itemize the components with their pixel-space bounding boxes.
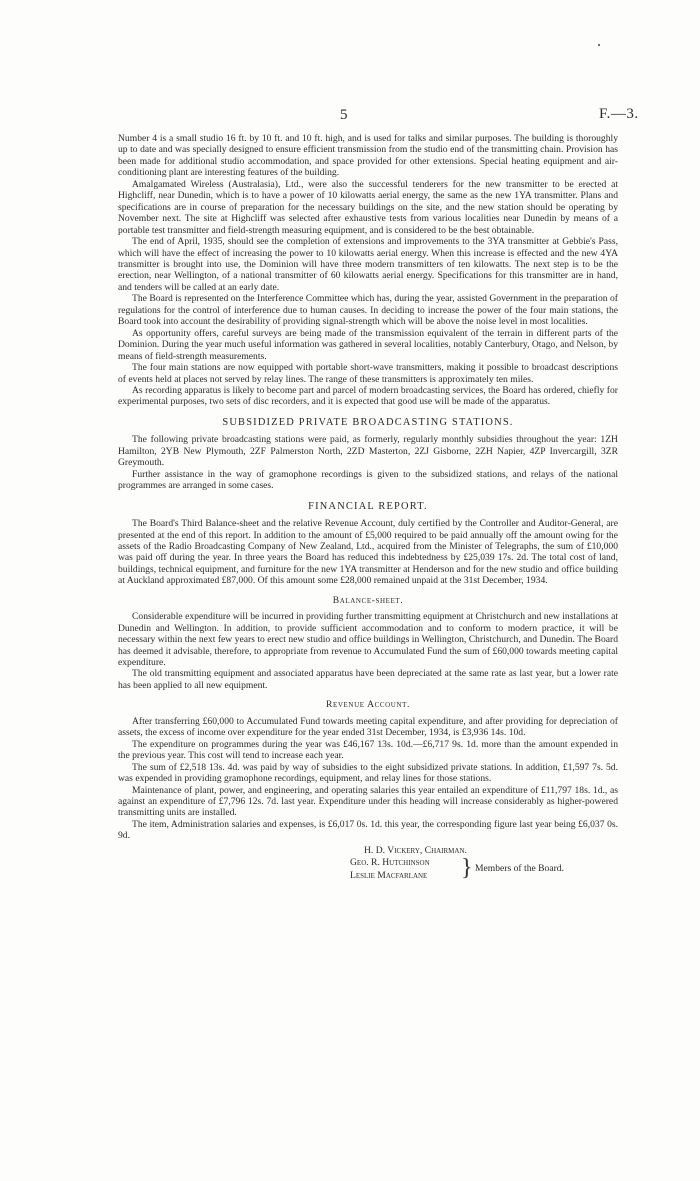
page-number: 5 <box>340 107 348 123</box>
signature-member: Geo. R. Hutchinson <box>350 856 430 868</box>
paragraph: The four main stations are now equipped with portable short-wave transmitters, making it possible to broadcast descriptions of events held at places not served by relay lines. The range of these transmitters is approximately ten miles. <box>118 362 618 385</box>
subheading-revenue-account: Revenue Account. <box>326 699 410 711</box>
paragraph: After transferring £60,000 to Accumulated Fund towards meeting capital expenditure, and after providing for depreciation of assets, the excess of income over expenditure for the year ended 31st December, 1934, is £3,936 14s. 10d. <box>118 715 618 739</box>
paragraph: As recording apparatus is likely to become part and parcel of modern broadcasting services, the Board has ordered, chiefly for experimental purposes, two sets of disc recorders, and it is expected that good use will be made of the apparatus. <box>118 384 618 408</box>
paragraph: The Board is represented on the Interference Committee which has, during the year, assisted Government in the preparation of regulations for the control of interference due to human causes. In deciding to increase the power of the four main stations, the Board took into account the desirability of providing signal-strength which will be above the noise level in most localities. <box>118 293 618 328</box>
signature-chairman: H. D. Vickery, Chairman. <box>364 844 467 856</box>
members-label: Members of the Board. <box>475 862 564 874</box>
report-body <box>118 133 618 891</box>
paragraph: Further assistance in the way of gramophone recordings is given to the subsidized stations, and relays of the national programmes are arranged in some cases. <box>118 468 618 492</box>
paragraph: The end of April, 1935, should see the completion of extensions and improvements to the 3YA transmitter at Gebbie's Pass, which will have the effect of increasing the power to 10 kilowatts aerial energy. When this increase is effected and the new 4YA transmitter is brought into use, the Dominion will have three modern transmitters of ten kilowatts. The next step is to be the erection, near Wellington, of a national transmitter of 60 kilowatts aerial energy. Specifications for this transmitter are in hand, and tenders will be called at an early date. <box>118 236 618 293</box>
paragraph: The sum of £2,518 13s. 4d. was paid by way of subsidies to the eight subsidized private stations. In addition, £1,597 7s. 5d. was expended in providing gramophone recordings, equipment, and relay lines for those stations. <box>118 761 618 785</box>
paragraph: Considerable expenditure will be incurred in providing further transmitting equipment at Christchurch and new installations at Dunedin and Wellington. In addition, to provide sufficient accommodation and to conform to modern practice, it will be necessary within the next few years to erect new studio and office buildings in Wellington, Christchurch, and Dunedin. The Board has deemed it advisable, therefore, to appropriate from revenue to Accumulated Fund the sum of £60,000 towards meeting capital expenditure. <box>118 611 618 669</box>
paragraph: The Board's Third Balance-sheet and the relative Revenue Account, duly certified by the Controller and Auditor-General, are presented at the end of this report. In addition to the amount of £5,000 required to be paid annually off the amount owing for the assets of the Radio Broadcasting Company of New Zealand, Ltd., acquired from the Minister of Telegraphs, the sum of £10,000 was paid off during the year. In three years the Board has reduced this indebtedness by £25,039 17s. 2d. The total cost of land, buildings, technical equipment, and furniture for the new 1YA transmitter at Henderson and for the new studio and office building at Auckland approximated £87,000. Of this amount some £28,000 remained unpaid at the 31st December, 1934. <box>118 518 618 587</box>
subheading-balance-sheet: Balance-sheet. <box>332 594 404 606</box>
document-series-code: F.—3. <box>599 106 639 122</box>
paragraph: The item, Administration salaries and expenses, is £6,017 0s. 1d. this year, the corresponding figure last year being £6,037 0s. 9d. <box>118 818 618 842</box>
paragraph: The old transmitting equipment and associated apparatus have been depreciated at the same rate as last year, but a lower rate has been applied to all new equipment. <box>118 668 618 691</box>
paragraph: The expenditure on programmes during the year was £46,167 13s. 10d.—£6,717 9s. 1d. more than the amount expended in the previous year. This cost will tend to increase each year. <box>118 738 618 762</box>
scan-speck <box>598 44 600 46</box>
signature-block <box>118 845 618 891</box>
paragraph: The following private broadcasting stations were paid, as formerly, regularly monthly subsidies throughout the year: 1ZH Hamilton, 2YB New Plymouth, 2ZF Palmerston North, 2ZD Masterton, 2ZJ Gisborne, 2ZH Napier, 4ZP Invercargill, 3ZR Greymouth. <box>118 434 618 469</box>
brace-icon: } <box>461 854 473 881</box>
paragraph: Amalgamated Wireless (Australasia), Ltd., were also the successful tenderers for the new transmitter to be erected at Highcliff, near Dunedin, which is to have a power of 10 kilowatts aerial energy, the same as the new 1YA transmitter. Plans and specifications are in course of preparation for the necessary buildings on the site, and the new station should be operating by November next. The site at Highcliff was selected after exhaustive tests from various localities near Dunedin by means of a portable test transmitter and field-strength measuring equipment, and is considered to be the best obtainable. <box>118 178 618 236</box>
section-heading-financial: FINANCIAL REPORT. <box>308 500 428 512</box>
paragraph: As opportunity offers, careful surveys are being made of the transmission equivalent of the terrain in different parts of the Dominion. During the year much useful information was gathered in several localities, notably Canterbury, Otago, and Nelson, by means of field-strength measurements. <box>118 327 618 362</box>
paragraph: Number 4 is a small studio 16 ft. by 10 ft. and 10 ft. high, and is used for talks and similar purposes. The building is thoroughly up to date and was specially designed to ensure efficient transmission from the studio end of the transmitting chain. Provision has been made for additional studio accommodation, and space provided for other extensions. Special heating equipment and air-conditioning plant are interesting features of the building. <box>118 133 618 179</box>
signature-member: Leslie Macfarlane <box>350 869 428 881</box>
paragraph: Maintenance of plant, power, and engineering, and operating salaries this year entailed an expenditure of £11,797 18s. 1d., as against an expenditure of £7,796 12s. 7d. last year. Expenditure under this heading will increase considerably as higher-powered transmitting units are installed. <box>118 784 618 819</box>
section-heading-subsidized: SUBSIDIZED PRIVATE BROADCASTING STATIONS. <box>222 416 514 428</box>
